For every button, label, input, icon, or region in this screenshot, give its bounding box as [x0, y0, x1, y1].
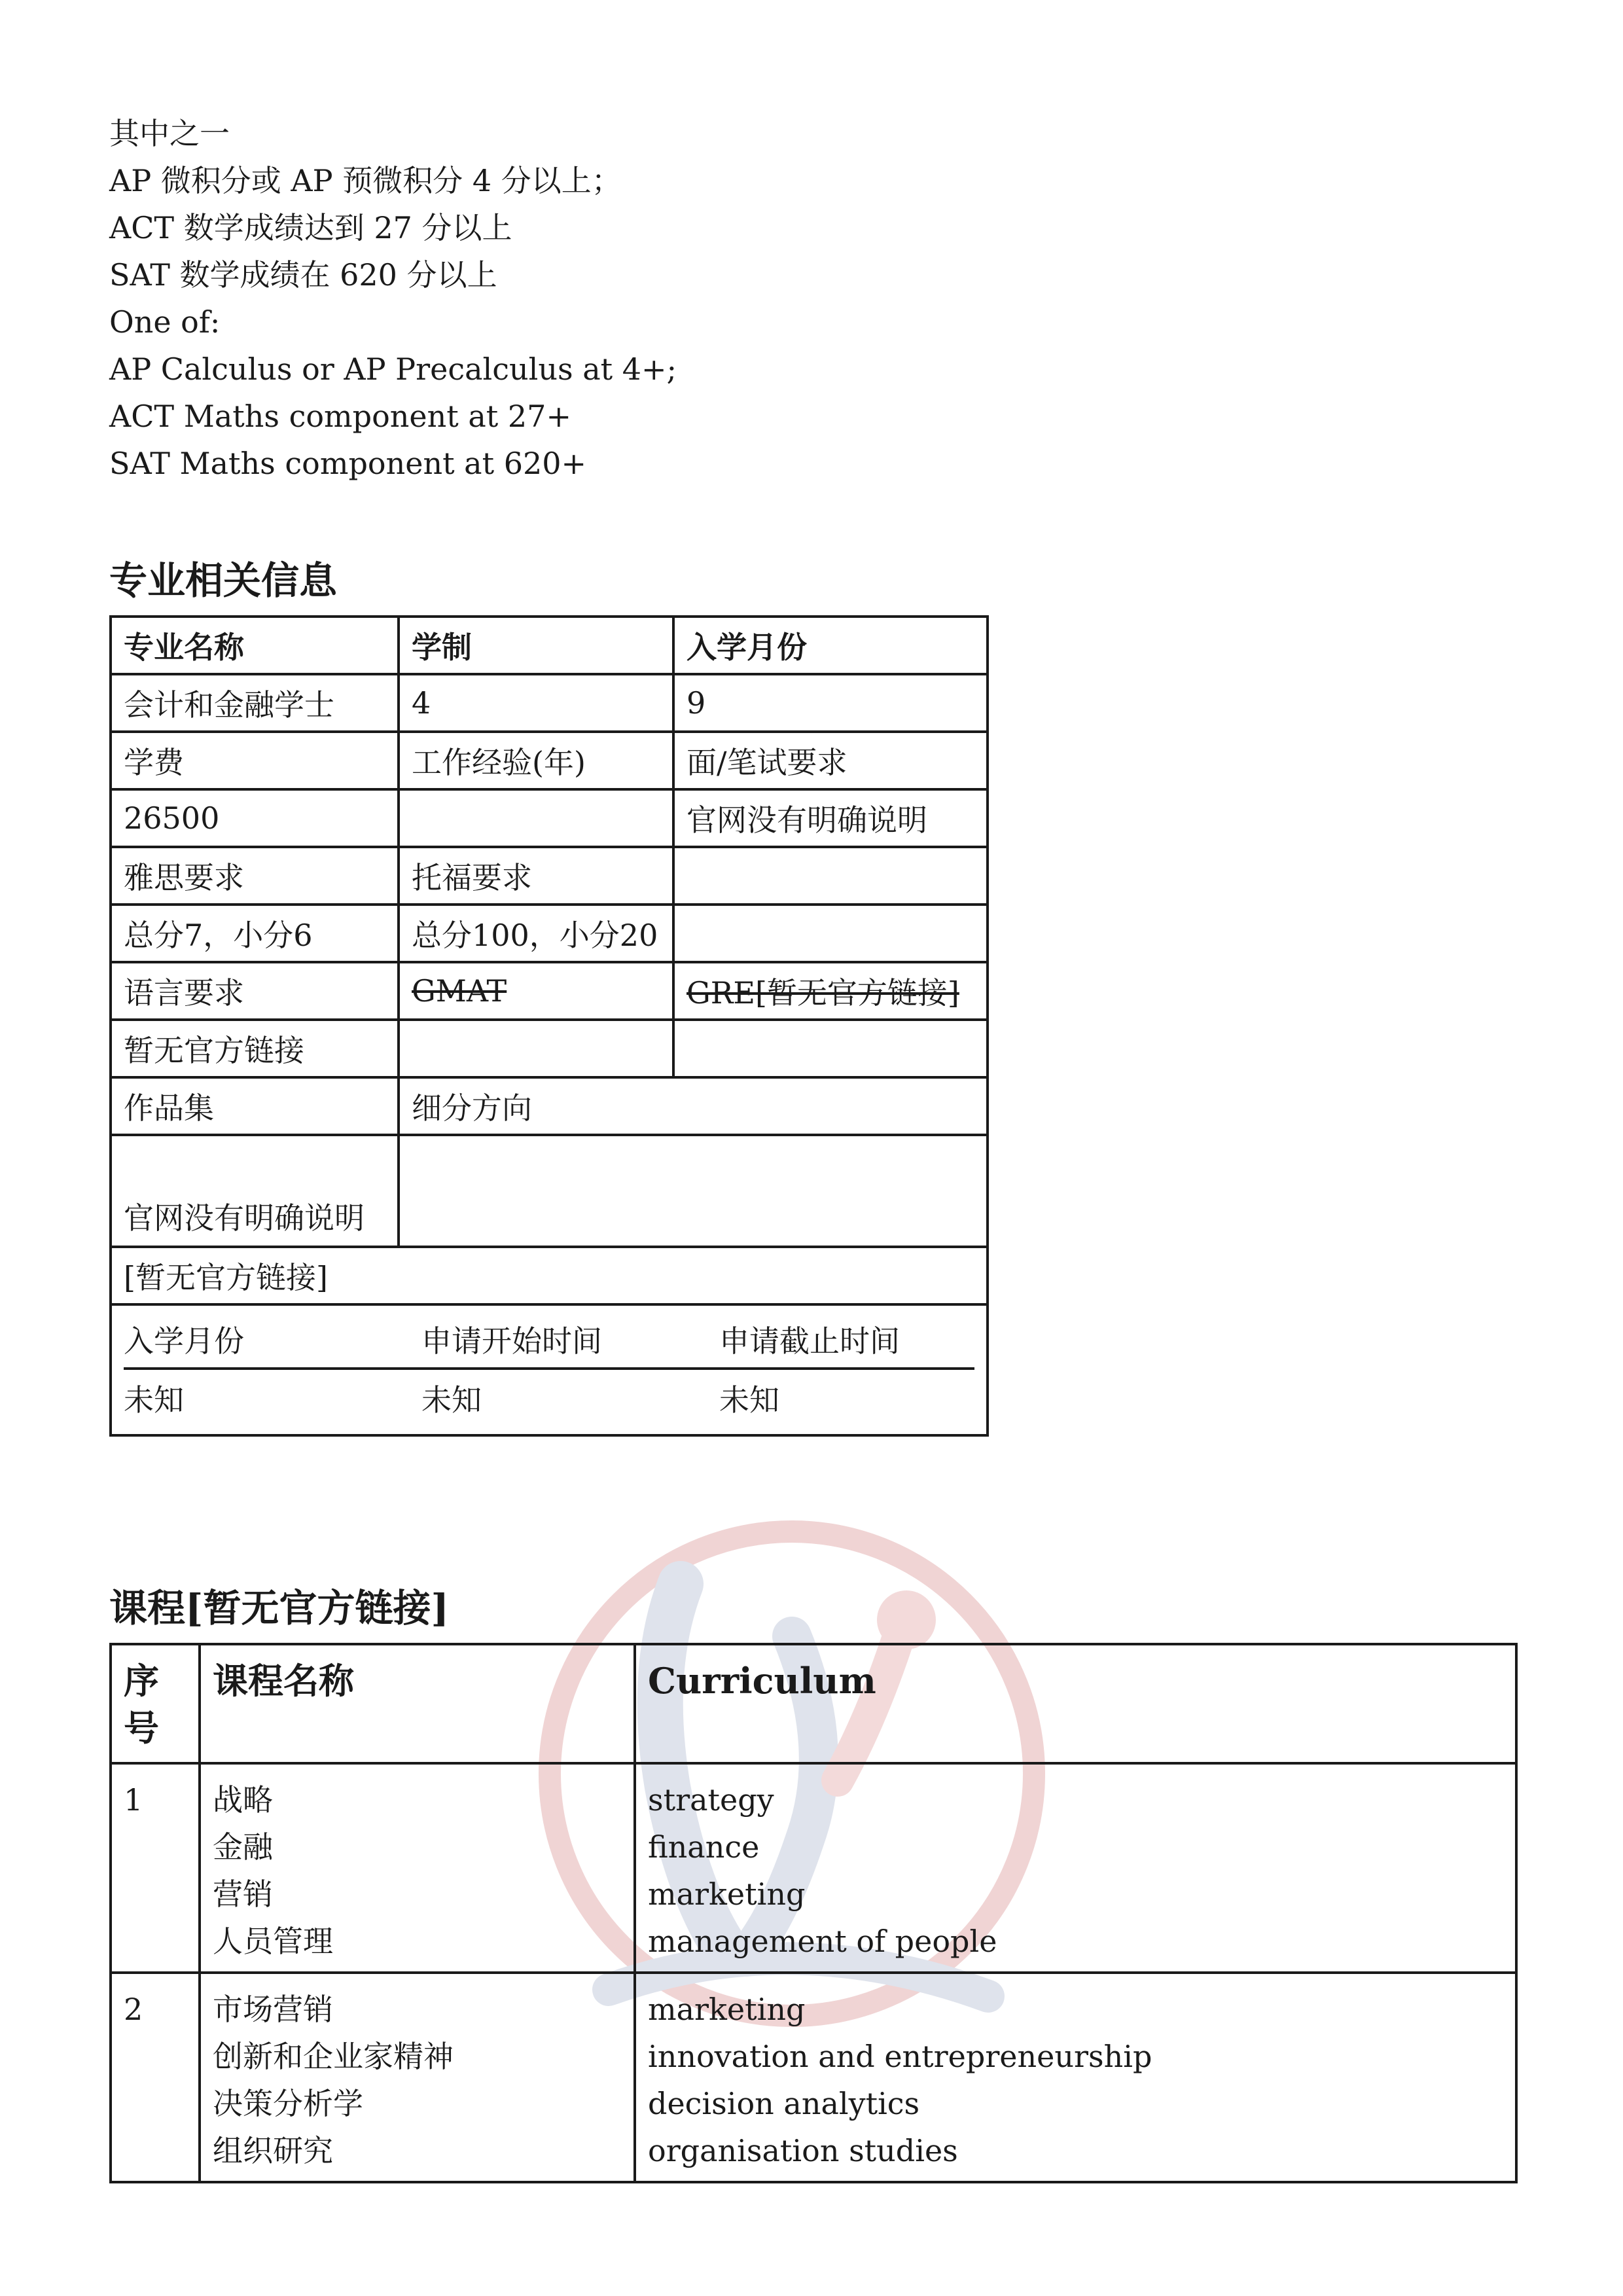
course-names-cn	[200, 1973, 635, 2182]
dates-header-open: 申请开始时间	[421, 1311, 719, 1369]
table-row	[111, 1077, 988, 1135]
intake-month-value: 9	[673, 674, 988, 732]
row-index: 1	[111, 1763, 200, 1973]
curriculum-table	[109, 1643, 1518, 2183]
program-name: 会计和金融学士	[111, 674, 399, 732]
table-row	[111, 1020, 988, 1077]
header-course-name: 课程名称	[200, 1644, 635, 1763]
toefl-value: 总分100，小分20	[399, 905, 673, 962]
list-item: 人员管理	[213, 1924, 333, 1959]
intro-line: One of:	[109, 304, 221, 340]
portfolio-value: 官网没有明确说明	[111, 1135, 399, 1247]
language-value: 暂无官方链接	[111, 1020, 399, 1077]
intro-line: ACT Maths component at 27+	[109, 399, 571, 434]
dates-table	[124, 1311, 974, 1426]
tuition-label: 学费	[111, 732, 399, 789]
course-names-cn	[200, 1763, 635, 1973]
gre-value	[673, 1020, 988, 1077]
empty-cell	[673, 905, 988, 962]
course-section-title: 课程[暂无官方链接]	[109, 1586, 449, 1630]
direction-label: 细分方向	[399, 1077, 988, 1135]
list-item: organisation studies	[648, 2133, 958, 2168]
table-row	[111, 789, 988, 847]
table-row	[111, 1644, 1516, 1763]
interview-value: 官网没有明确说明	[673, 789, 988, 847]
table-row	[111, 1973, 1516, 2182]
direction-value	[399, 1135, 988, 1247]
list-item: finance	[648, 1829, 760, 1865]
list-item: 市场营销	[213, 1992, 333, 2027]
header-intake-month: 入学月份	[673, 617, 988, 674]
list-item: 组织研究	[213, 2133, 333, 2168]
list-item: strategy	[648, 1782, 774, 1818]
interview-label: 面/笔试要求	[673, 732, 988, 789]
intro-line: ACT 数学成绩达到 27 分以上	[109, 210, 512, 245]
intro-line: SAT 数学成绩在 620 分以上	[109, 257, 497, 293]
toefl-label: 托福要求	[399, 847, 673, 905]
table-row	[111, 732, 988, 789]
dates-header-intake: 入学月份	[124, 1311, 421, 1369]
table-row	[111, 674, 988, 732]
course-names-en	[635, 1763, 1516, 1973]
info-section-title: 专业相关信息	[109, 558, 338, 603]
list-item: decision analytics	[648, 2086, 920, 2121]
link-note: [暂无官方链接]	[111, 1247, 988, 1304]
dates-value-close: 未知	[719, 1382, 779, 1418]
intro-line: AP Calculus or AP Precalculus at 4+;	[109, 351, 677, 387]
ielts-label: 雅思要求	[111, 847, 399, 905]
language-label: 语言要求	[111, 962, 399, 1020]
gmat-label: GMAT	[399, 962, 673, 1020]
intro-line: 其中之一	[109, 116, 230, 151]
intro-line: SAT Maths component at 620+	[109, 446, 587, 481]
intro-line: AP 微积分或 AP 预微积分 4 分以上；	[109, 163, 622, 198]
program-info-table	[109, 615, 989, 1437]
dates-value-open: 未知	[421, 1382, 482, 1418]
work-exp-label: 工作经验(年)	[399, 732, 673, 789]
dates-cell	[111, 1304, 988, 1435]
intro-requirements	[109, 110, 677, 487]
list-item: marketing	[648, 1876, 806, 1912]
list-item: 决策分析学	[213, 2086, 363, 2121]
table-row	[111, 1135, 988, 1247]
list-item: management of people	[648, 1924, 997, 1959]
list-item: 金融	[213, 1829, 273, 1865]
portfolio-label: 作品集	[111, 1077, 399, 1135]
table-row	[111, 1247, 988, 1304]
empty-cell	[673, 847, 988, 905]
table-row	[111, 1763, 1516, 1973]
dates-value-intake: 未知	[124, 1382, 184, 1418]
list-item: 营销	[213, 1876, 273, 1912]
table-row	[111, 962, 988, 1020]
gmat-value	[399, 1020, 673, 1077]
header-curriculum: Curriculum	[635, 1644, 1516, 1763]
list-item: innovation and entrepreneurship	[648, 2039, 1152, 2074]
table-row	[111, 1304, 988, 1435]
table-row	[111, 847, 988, 905]
list-item: marketing	[648, 1992, 806, 2027]
table-row	[111, 905, 988, 962]
course-names-en	[635, 1973, 1516, 2182]
list-item: 创新和企业家精神	[213, 2039, 454, 2074]
ielts-value: 总分7，小分6	[111, 905, 399, 962]
gre-label: GRE[暂无官方链接]	[673, 962, 988, 1020]
tuition-value: 26500	[111, 789, 399, 847]
header-duration: 学制	[399, 617, 673, 674]
work-exp-value	[399, 789, 673, 847]
row-index: 2	[111, 1973, 200, 2182]
list-item: 战略	[213, 1782, 273, 1818]
table-row	[111, 617, 988, 674]
header-index: 序号	[111, 1644, 200, 1763]
header-program-name: 专业名称	[111, 617, 399, 674]
dates-header-close: 申请截止时间	[719, 1311, 974, 1369]
duration-value: 4	[399, 674, 673, 732]
